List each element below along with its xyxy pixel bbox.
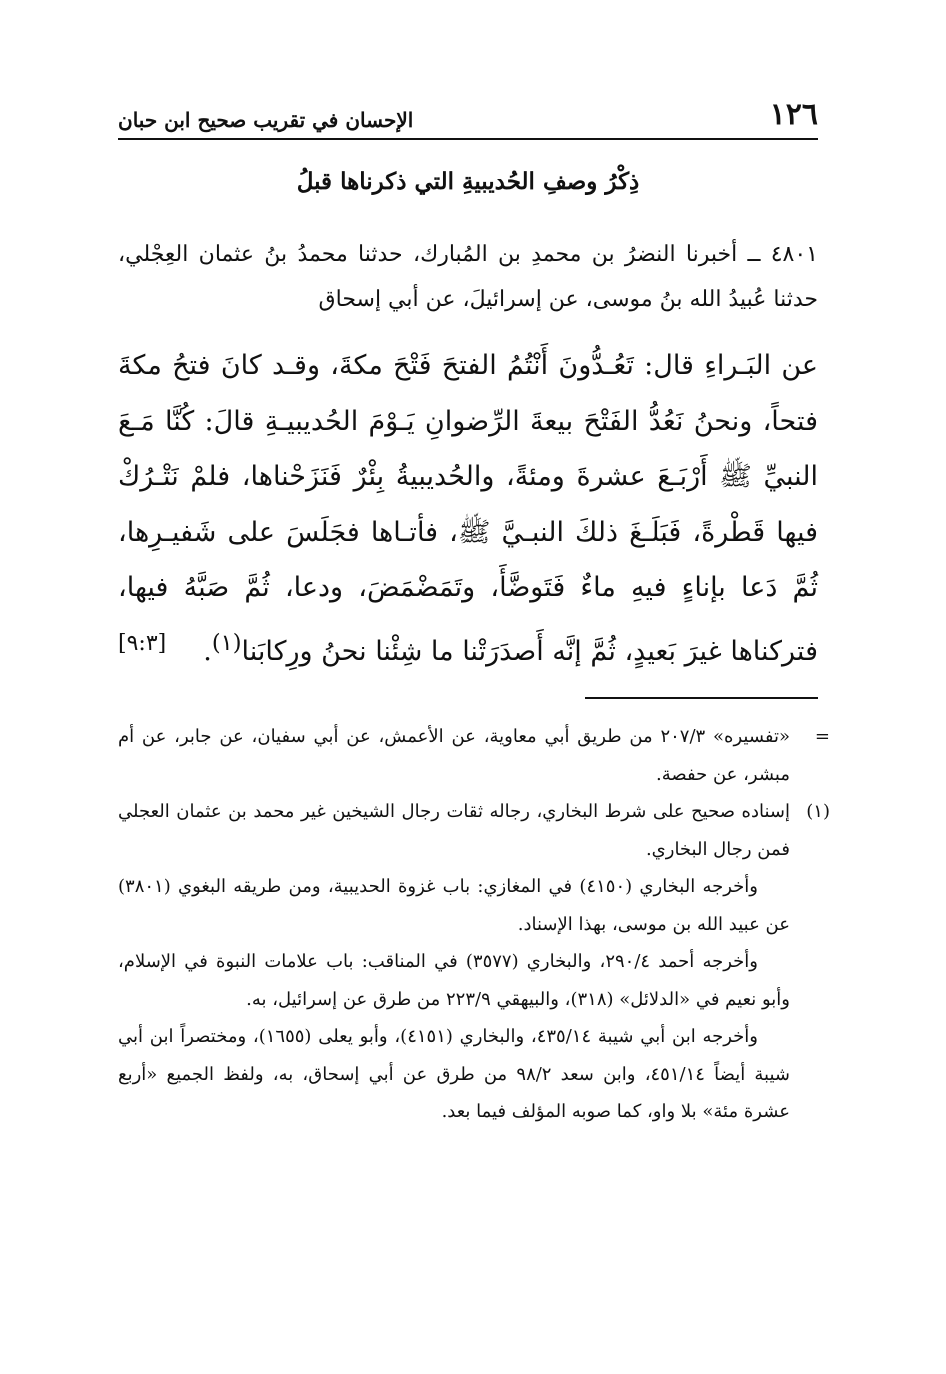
cross-reference: [٩:٣] — [118, 630, 167, 656]
hadith-isnad: ٤٨٠١ ــ أخبرنا النضرُ بن محمدِ بن المُبارك، حدثنا محمدُ بنُ عثمان العِجْلي، حدثنا عُبيدُ الله بنُ موسى، عن إسرائيلَ، عن أبي إسحاق — [118, 242, 818, 312]
footnote-continuation — [118, 718, 830, 793]
footnote-1-marker: (١) — [806, 801, 830, 822]
footnote-paragraph: إسناده صحيح على شرط البخاري، رجاله ثقات رجال الشيخين غير محمد بن عثمان العجلي فمن رجال البخاري. — [118, 801, 790, 860]
footnote-1 — [118, 793, 830, 1131]
hadith-matn-text: عن البَـراءِ قال: تَعُـدُّونَ أَنْتُمُ الفتحَ فَتْحَ مكةَ، وقـد كانَ فتحُ مكةَ فتحاً، ونحنُ نَعُدُّ الفَتْحَ بيعةَ الرِّضوانِ يَـوْمَ الحُديبيـةِ قالَ: كُنَّا مَـعَ النبيِّ ﷺ أَرْبَـعَ عشرةَ ومئةً، والحُديبيةُ بِئْرٌ فَنَزَحْناها، فلمْ نَتْـرُكْ فيها قَطْرةً، فَبَلَـغَ ذلكَ النبـيَّ ﷺ، فأتـاها فجَلَسَ على شَفيـرِها، ثُمَّ دَعا بإناءٍ فيهِ ماءٌ فَتَوضَّأَ، وتَمَضْمَضَ، ودعا، ثُمَّ صَبَّهُ فيها، فتركناها غيرَ بَعيدٍ، ثُمَّ إنَّه أَصدَرَتْنا ما شِئْنا نحنُ ورِكابَنا — [118, 350, 818, 667]
footnote-reference: (١) — [211, 629, 242, 656]
footnote-paragraph: وأخرجه ابن أبي شيبة ٤٣٥/١٤، والبخاري (٤١٥١)، وأبو يعلى (١٦٥٥)، ومختصراً ابن أبي شيبة أيضاً ٤٥١/١٤، وابن سعد ٩٨/٢ من طرق عن أبي إسحاق، به، ولفظ الجميع «أربع عشرة مئة» بلا واو، كما صوبه المؤلف فيما بعد. — [118, 1026, 790, 1122]
footnote-paragraph: وأخرجه أحمد ٢٩٠/٤، والبخاري (٣٥٧٧) في المناقب: باب علامات النبوة في الإسلام، وأبو نعيم في «الدلائل» (٣١٨)، والبيهقي ٢٢٣/٩ من طرق عن إسرائيل، به. — [118, 951, 790, 1010]
footnote-divider — [585, 697, 818, 699]
running-title: الإحسان في تقريب صحيح ابن حبان — [118, 108, 414, 132]
hadith-matn: عن البَـراءِ قال: تَعُـدُّونَ أَنْتُمُ الفتحَ فَتْحَ مكةَ، وقـد كانَ فتحُ مكةَ فتحاً، ونحنُ نَعُدُّ الفَتْحَ بيعةَ الرِّضوانِ يَـوْمَ الحُديبيـةِ قالَ: كُنَّا مَـعَ النبيِّ ﷺ أَرْبَـعَ عشرةَ ومئةً، والحُديبيةُ بِئْرٌ فَنَزَحْناها، فلمْ نَتْـرُكْ فيها قَطْرةً، فَبَلَـغَ ذلكَ النبـيَّ ﷺ، فأتـاها فجَلَسَ على شَفيـرِها، ثُمَّ دَعا بإناءٍ فيهِ ماءٌ فَتَوضَّأَ، وتَمَضْمَضَ، ودعا، ثُمَّ صَبَّهُ فيها، فتركناها غيرَ بَعيدٍ، ثُمَّ إنَّه أَصدَرَتْنا ما شِئْنا نحنُ ورِكابَنا$^{(١)}$. [٩:٣] — [118, 338, 818, 679]
page-number: ١٢٦ — [769, 97, 818, 132]
page-header — [118, 90, 818, 132]
section-title: ذِكْرُ وصفِ الحُديبيةِ التي ذكرناها قبلُ — [296, 168, 640, 195]
footnotes — [118, 718, 830, 1131]
continuation-marker: = — [814, 726, 830, 747]
footnote-paragraph: وأخرجه البخاري (٤١٥٠) في المغازي: باب غزوة الحديبية، ومن طريقه البغوي (٣٨٠١) عن عبيد الله بن موسى، بهذا الإسناد. — [118, 876, 790, 935]
header-divider — [118, 138, 818, 140]
continuation-text: «تفسيره» ٢٠٧/٣ من طريق أبي معاوية، عن الأعمش، عن أبي سفيان، عن جابر، عن أم مبشر، عن حفصة. — [118, 726, 790, 785]
